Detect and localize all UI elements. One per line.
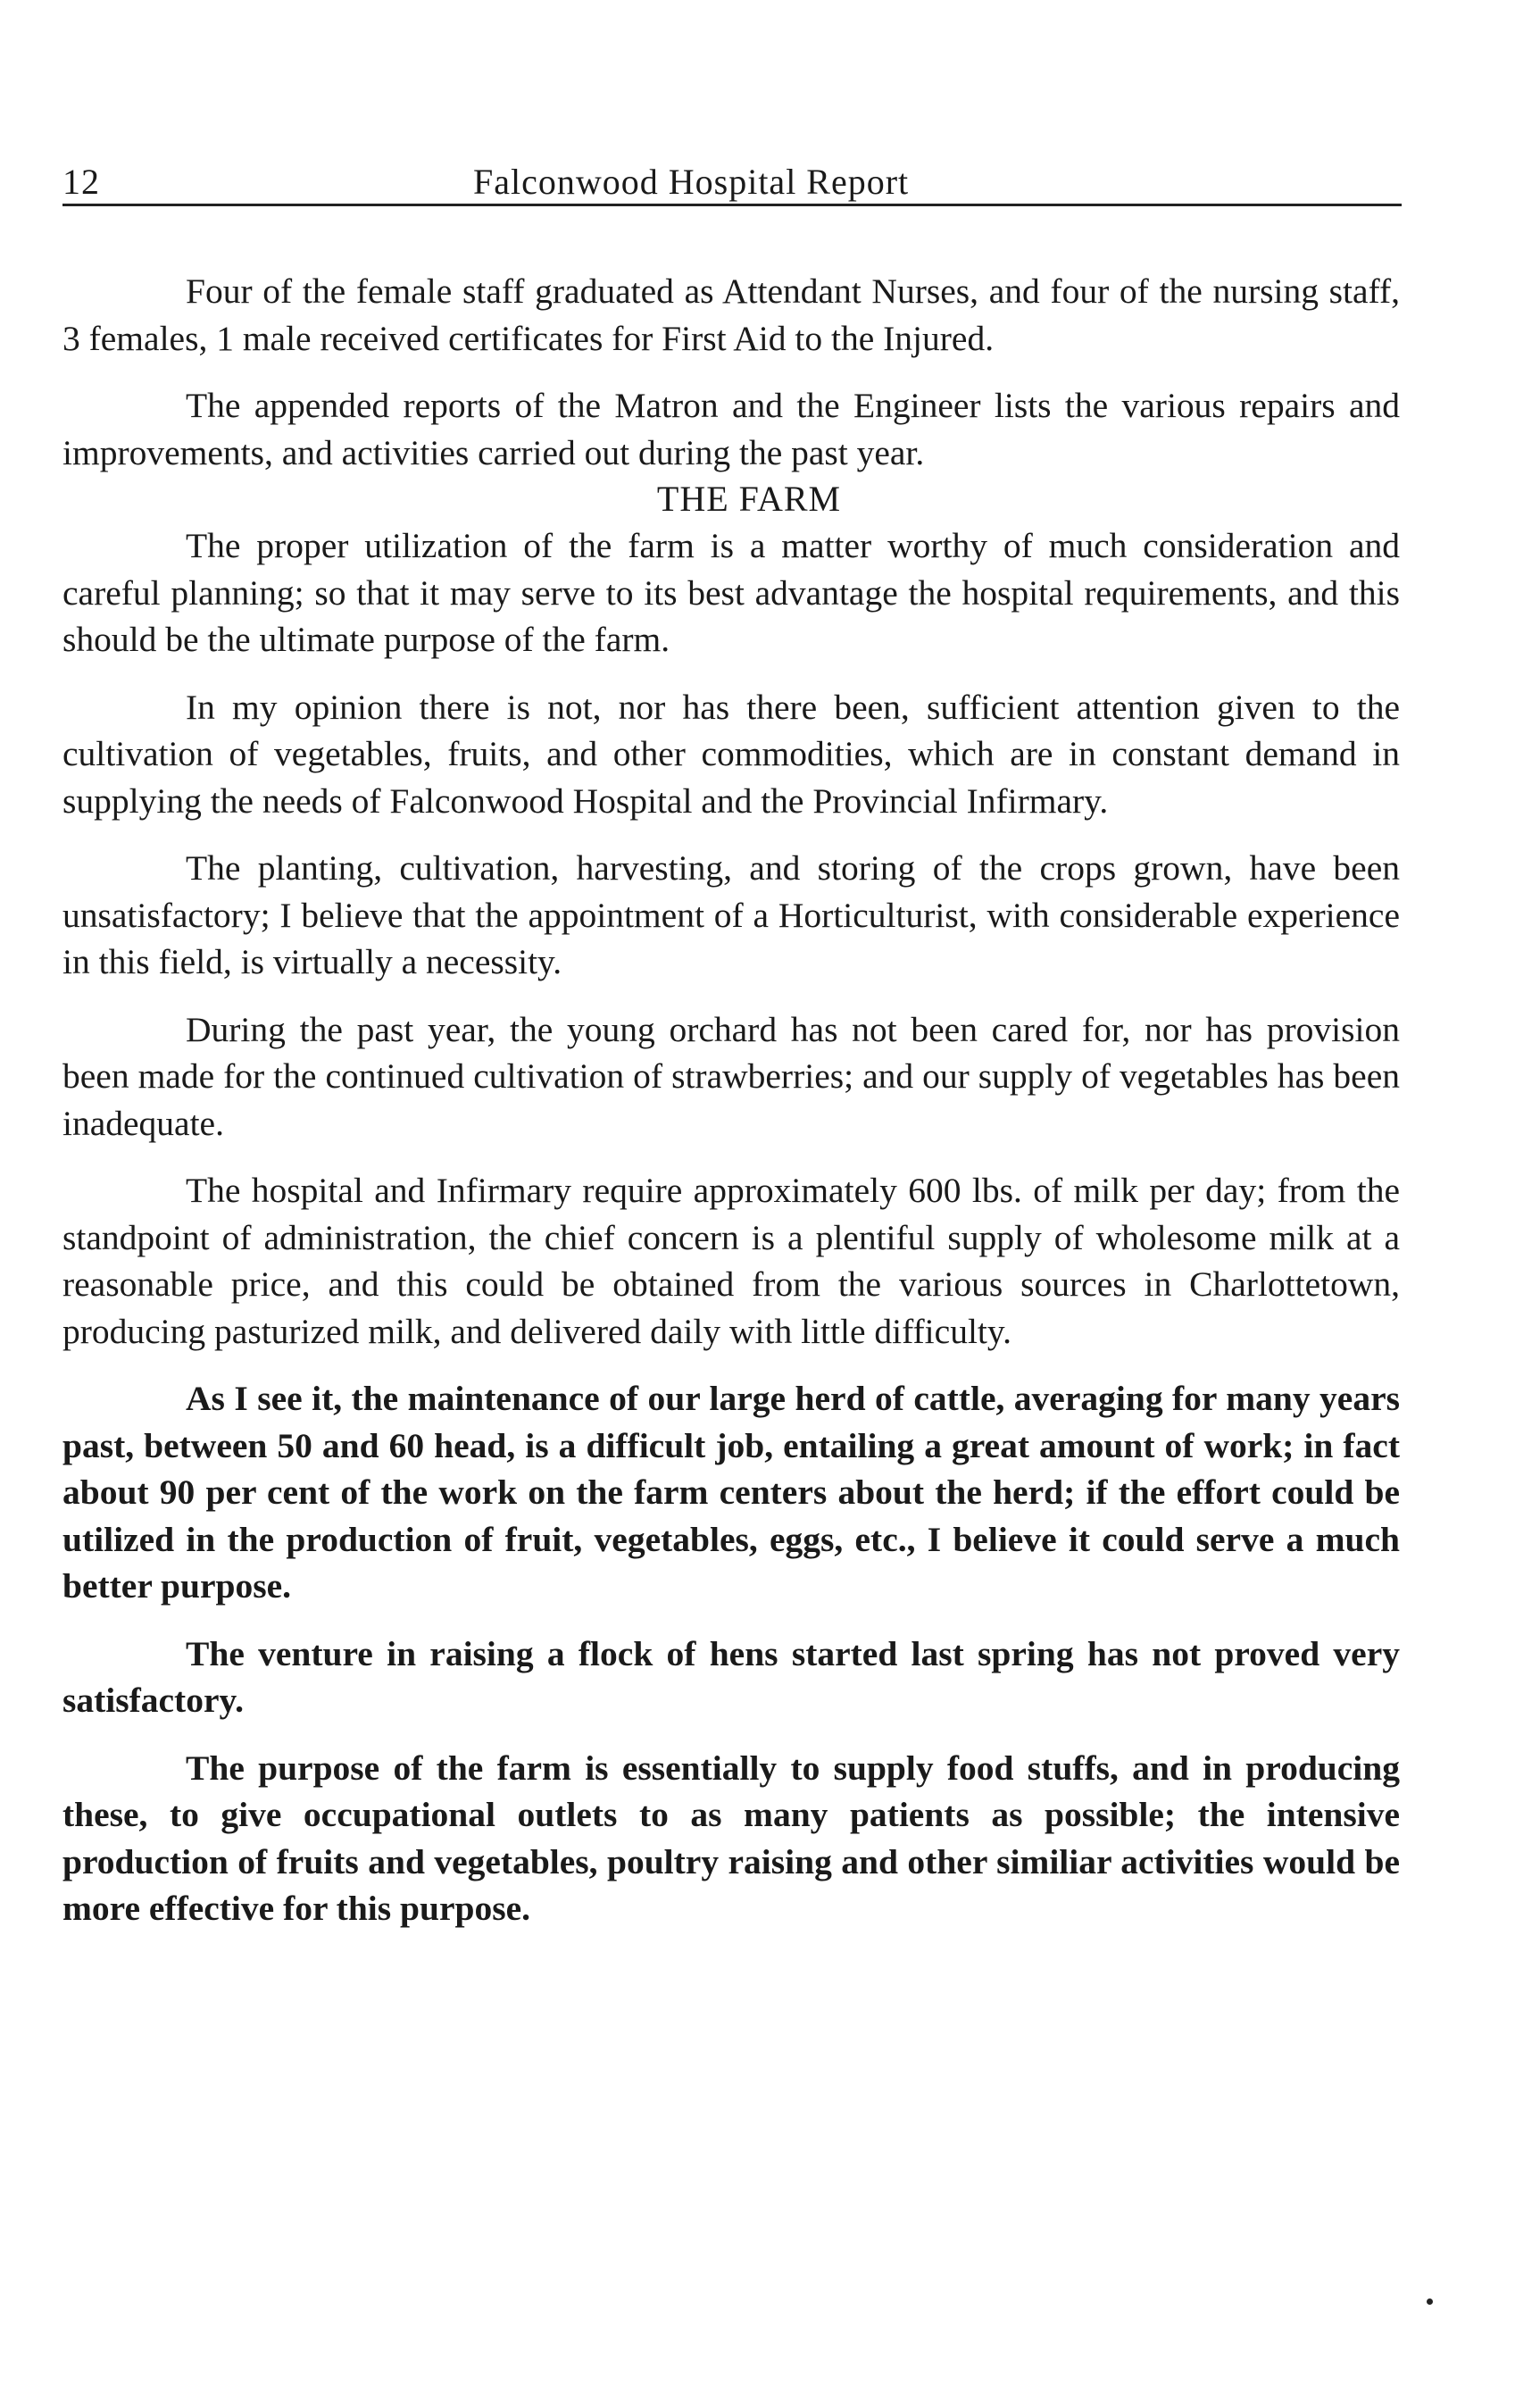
ink-speck-mark <box>1427 2298 1433 2305</box>
paragraph-milk-supply: The hospital and Infirmary require approximately 600 lbs. of milk per day; from the standpoint of administration, the chief concern is a plentiful supply of wholesome milk at a reasonable price, and this could be obtained from the various sources in Charlottetown, producing pasturized milk, and delivered daily with little difficulty. <box>62 1171 1400 1351</box>
paragraph-horticulturist: The planting, cultivation, harvesting, and storing of the crops grown, have been unsatisfactory; I believe that the appointment of a Horticulturist, with considerable experience in this field, is virtually a necessity. <box>62 848 1400 981</box>
paragraph-graduates: Four of the female staff graduated as Attendant Nurses, and four of the nursing staff, 3 females, 1 male received certificates for First Aid to the Injured. <box>62 271 1400 358</box>
section-heading-farm: THE FARM <box>656 479 842 519</box>
paragraph-cattle-herd: As I see it, the maintenance of our large herd of cattle, averaging for many years past, between 50 and 60 head, is a difficult job, entailing a great amount of work; in fact about 90 per cent of the work on the farm centers about the herd; if the effort could be utilized in the production of fruit, vegetables, eggs, etc., I believe it could serve a much better purpose. <box>62 1379 1400 1606</box>
paragraph-cultivation-attention: In my opinion there is not, nor has there been, sufficient attention given to the cultivation of vegetables, fruits, and other commodities, which are in constant demand in supplying the needs of Falconwood Hospital and the Provincial Infirmary. <box>62 687 1400 821</box>
running-title: Falconwood Hospital Report <box>473 162 910 202</box>
paragraph-hens: The venture in raising a flock of hens started last spring has not proved very satisfactory. <box>62 1633 1400 1720</box>
paragraph-farm-purpose: The purpose of the farm is essentially to supply food stuffs, and in producing these, to give occupational outlets to as many patients as possible; the intensive production of fruits and vegetables, poultry raising and other similiar activities would be more effective for this purpose. <box>62 1748 1400 1928</box>
page-number: 12 <box>62 162 100 202</box>
page-header <box>62 150 1402 206</box>
paragraph-appended-reports: The appended reports of the Matron and the Engineer lists the various repairs and improvements, and activities carried out during the past year. <box>62 386 1400 472</box>
paragraph-farm-utilization: The proper utilization of the farm is a matter worthy of much consideration and careful planning; so that it may serve to its best advantage the hospital requirements, and this should be the ultimate purpose of the farm. <box>62 526 1400 659</box>
body-text <box>62 268 1400 1953</box>
paragraph-orchard: During the past year, the young orchard has not been cared for, nor has provision been made for the continued cultivation of strawberries; and our supply of vegetables has been inadequate. <box>62 1009 1400 1143</box>
